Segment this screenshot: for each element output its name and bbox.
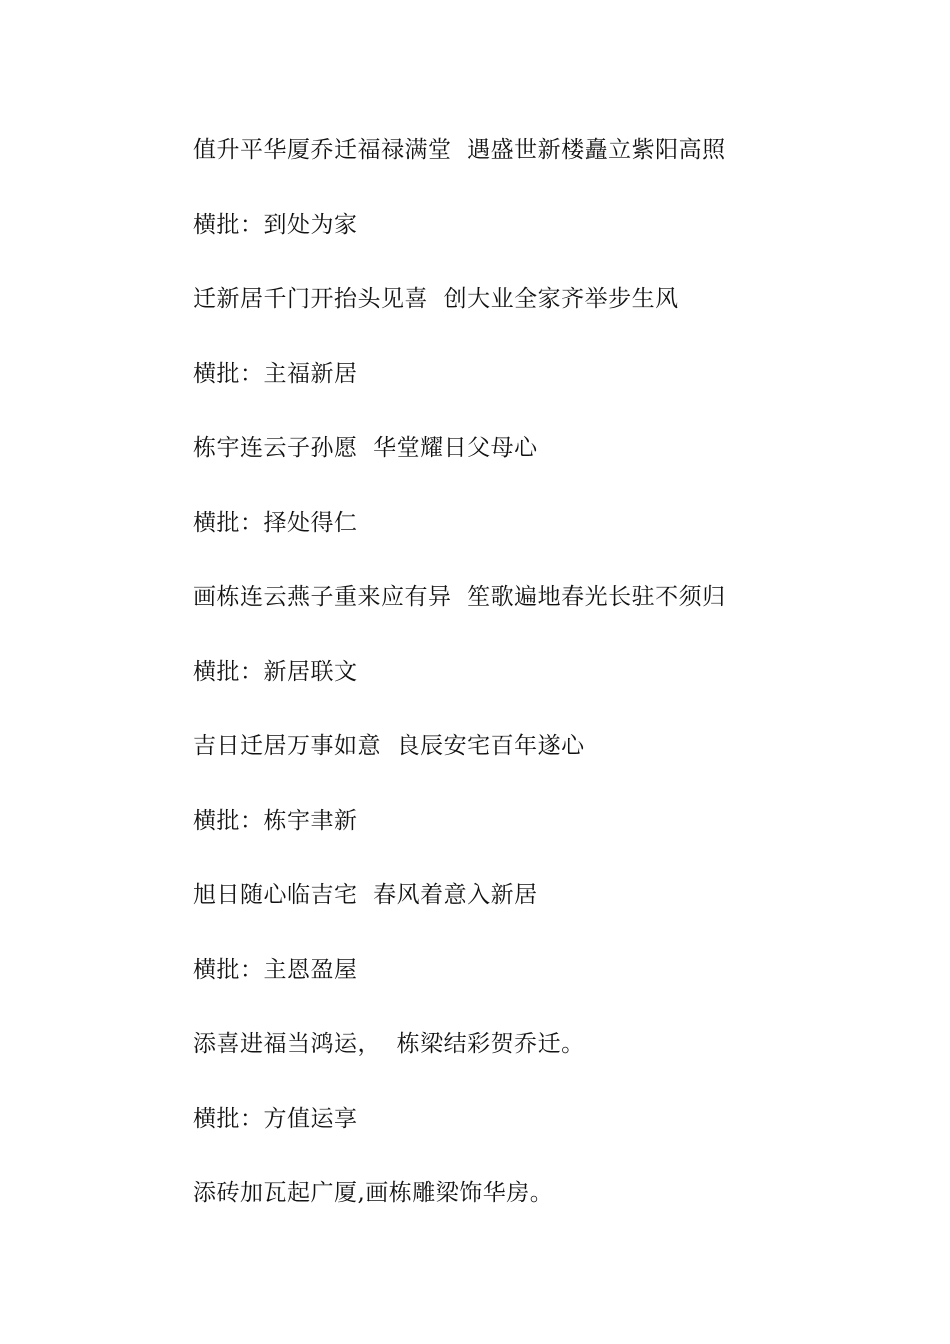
couplet-line: 画栋连云燕子重来应有异 笙歌遍地春光长驻不须归: [193, 584, 726, 610]
couplet-line: 添砖加瓦起广厦,画栋雕梁饰华房。: [193, 1180, 554, 1206]
horizontal-scroll-line: 横批：方值运享: [193, 1105, 358, 1132]
horizontal-scroll-line: 横批：新居联文: [193, 658, 358, 685]
couplet-line: 吉日迁居万事如意 良辰安宅百年遂心: [193, 733, 585, 759]
couplet-line: 值升平华厦乔迁福禄满堂 遇盛世新楼矗立紫阳高照: [193, 137, 726, 163]
couplet-line: 迁新居千门开抬头见喜 创大业全家齐举步生风: [193, 286, 679, 312]
horizontal-scroll-line: 横批：主福新居: [193, 360, 358, 387]
couplet-line: 添喜进福当鸿运， 栋梁结彩贺乔迁。: [193, 1031, 585, 1057]
horizontal-scroll-line: 横批：栋宇聿新: [193, 807, 358, 834]
horizontal-scroll-line: 横批：主恩盈屋: [193, 956, 358, 983]
couplet-line: 栋宇连云子孙愿 华堂耀日父母心: [193, 435, 538, 461]
horizontal-scroll-line: 横批：择处得仁: [193, 509, 358, 536]
document-body: [193, 132, 893, 1250]
couplet-line: 旭日随心临吉宅 春风着意入新居: [193, 882, 538, 908]
horizontal-scroll-line: 横批：到处为家: [193, 211, 358, 238]
